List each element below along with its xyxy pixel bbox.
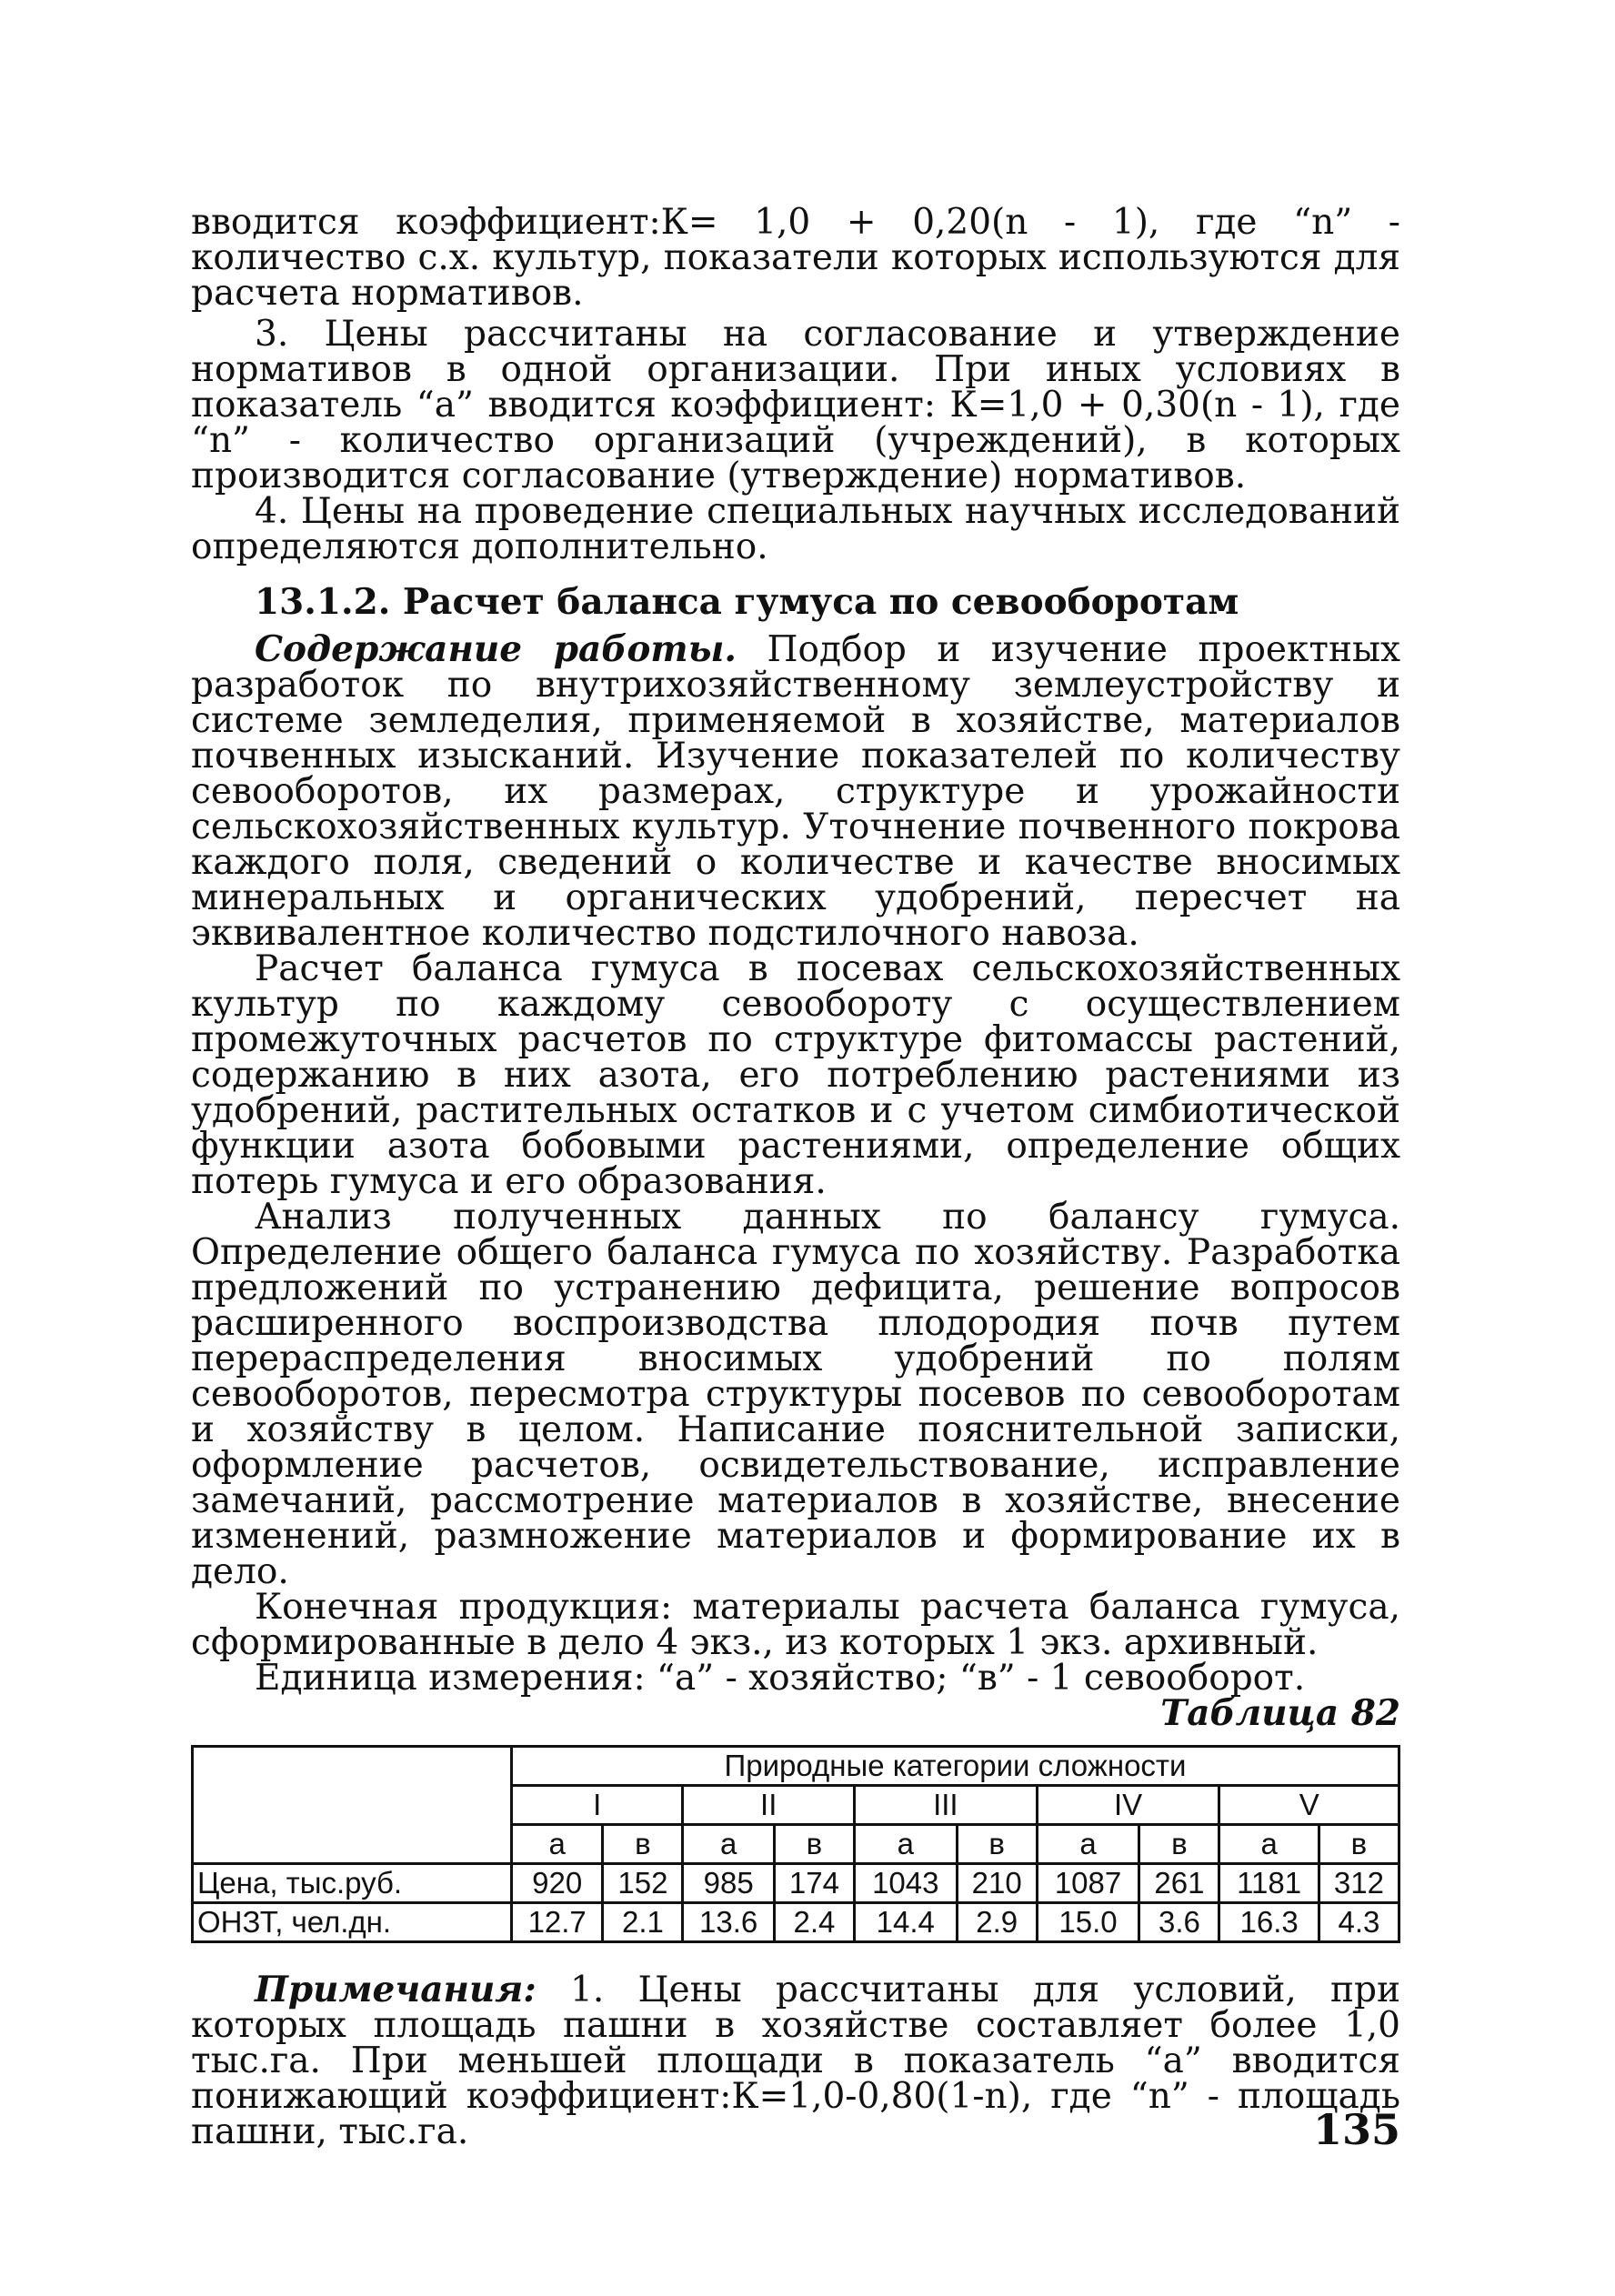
category-header: II bbox=[683, 1786, 854, 1825]
category-header: IV bbox=[1037, 1786, 1219, 1825]
notes-label: Примечания: bbox=[255, 1969, 537, 2010]
table-cell: 2.9 bbox=[957, 1903, 1037, 1942]
paragraph-note-4: 4. Цены на проведение специальных научных исследований определяются дополнительно. bbox=[191, 491, 1400, 567]
table-cell: 15.0 bbox=[1037, 1903, 1139, 1942]
subheader-cell: а bbox=[683, 1825, 774, 1864]
paragraph-coefficient: вводится коэффициент:К= 1,0 + 0,20(n - 1), где “n” - количество с.х. культур, показатели которых используются для расчета нормативов. bbox=[191, 202, 1400, 314]
category-header: III bbox=[854, 1786, 1037, 1825]
paragraph-balance-calc: Расчет баланса гумуса в посевах сельскохозяйственных культур по каждому севообороту с осуществлением промежуточных расчетов по структуре фитомассы растений, содержанию в них азота, его потреблению растениями из удобрений, растительных остатков и с учетом симбиотической функции азота бобовыми растениями, определение общих потерь гумуса и его образования. bbox=[191, 948, 1400, 1202]
table-cell: 16.3 bbox=[1219, 1903, 1319, 1942]
table-row-price bbox=[193, 1864, 1399, 1903]
table-cell: 312 bbox=[1319, 1864, 1399, 1903]
table-cell: 261 bbox=[1139, 1864, 1219, 1903]
table-cell: 1181 bbox=[1219, 1864, 1319, 1903]
table-cell: 2.4 bbox=[774, 1903, 854, 1942]
paragraph-final-product: Конечная продукция: материалы расчета баланса гумуса, сформированные в дело 4 экз., из которых 1 экз. архивный. bbox=[191, 1587, 1400, 1663]
subheader-cell: а bbox=[854, 1825, 957, 1864]
table-cell: 13.6 bbox=[683, 1903, 774, 1942]
content-text: Подбор и изучение проектных разработок по внутрихозяйственному землеустройству и системе земледелия, применяемой в хозяйстве, материалов почвенных изысканий. Изучение показателей по количеству севооборотов, их размерах, структуре и урожайности сельскохозяйственных культур. Уточнение почвенного покрова каждого поля, сведений о количестве и качестве вносимых минеральных и органических удобрений, пересчет на эквивалентное количество подстилочного навоза. bbox=[191, 629, 1400, 954]
paragraph-note-3: 3. Цены рассчитаны на согласование и утверждение нормативов в одной организации. При иных условиях в показатель “а” вводится коэффициент: К=1,0 + 0,30(n - 1), где “n” - количество организаций (учреждений), в которых производится согласование (утверждение) нормативов. bbox=[191, 314, 1400, 496]
table-cell: 174 bbox=[774, 1864, 854, 1903]
table-cell: 1043 bbox=[854, 1864, 957, 1903]
subheader-cell: в bbox=[1139, 1825, 1219, 1864]
subheader-cell: а bbox=[1219, 1825, 1319, 1864]
section-heading: 13.1.2. Расчет баланса гумуса по севооборотам bbox=[255, 581, 1239, 623]
table-cell: 2.1 bbox=[603, 1903, 683, 1942]
content-label: Содержание работы. bbox=[255, 628, 737, 670]
table-header-row bbox=[193, 1747, 1399, 1786]
table-cell: 920 bbox=[512, 1864, 603, 1903]
subheader-cell: в bbox=[957, 1825, 1037, 1864]
page-body bbox=[191, 202, 1400, 2152]
table-cell: 210 bbox=[957, 1864, 1037, 1903]
page-number: 135 bbox=[1312, 2105, 1400, 2154]
paragraph-analysis: Анализ полученных данных по балансу гумуса. Определение общего баланса гумуса по хозяйству. Разработка предложений по устранению дефицита, решение вопросов расширенного воспроизводства плодородия почв путем перераспределения вносимых удобрений по полям севооборотов, пересмотра структуры посевов по севооборотам и хозяйству в целом. Написание пояснительной записки, оформление расчетов, освидетельствование, исправление замечаний, рассмотрение материалов в хозяйстве, внесение изменений, размножение материалов и формирование их в дело. bbox=[191, 1197, 1400, 1592]
table-stub-cell bbox=[193, 1747, 512, 1864]
table-cell: 12.7 bbox=[512, 1903, 603, 1942]
group-header: Природные категории сложности bbox=[512, 1747, 1399, 1786]
table-title: Таблица 82 bbox=[1160, 1692, 1400, 1734]
category-header: I bbox=[512, 1786, 683, 1825]
subheader-cell: а bbox=[512, 1825, 603, 1864]
table-cell: 985 bbox=[683, 1864, 774, 1903]
subheader-cell: в bbox=[774, 1825, 854, 1864]
notes-text: 1. Цены рассчитаны для условий, при которых площадь пашни в хозяйстве составляет более 1,0 тыс.га. При меньшей площади в показатель “а” вводится понижающий коэффициент:К=1,0-0,80(1-n), где “n” - площадь пашни, тыс.га. bbox=[191, 1970, 1400, 2152]
paragraph-unit: Единица измерения: “а” - хозяйство; “в” - 1 севооборот. bbox=[255, 1658, 1306, 1699]
paragraph-content bbox=[191, 628, 1400, 954]
row-label: ОНЗТ, чел.дн. bbox=[193, 1903, 512, 1942]
price-table bbox=[191, 1745, 1400, 1943]
table-cell: 152 bbox=[603, 1864, 683, 1903]
row-label: Цена, тыс.руб. bbox=[193, 1864, 512, 1903]
paragraph-notes bbox=[191, 1969, 1400, 2152]
table-cell: 3.6 bbox=[1139, 1903, 1219, 1942]
subheader-cell: в bbox=[1319, 1825, 1399, 1864]
table-cell: 14.4 bbox=[854, 1903, 957, 1942]
table-row-labor bbox=[193, 1903, 1399, 1942]
subheader-cell: а bbox=[1037, 1825, 1139, 1864]
category-header: V bbox=[1219, 1786, 1399, 1825]
table-cell: 4.3 bbox=[1319, 1903, 1399, 1942]
table-cell: 1087 bbox=[1037, 1864, 1139, 1903]
subheader-cell: в bbox=[603, 1825, 683, 1864]
